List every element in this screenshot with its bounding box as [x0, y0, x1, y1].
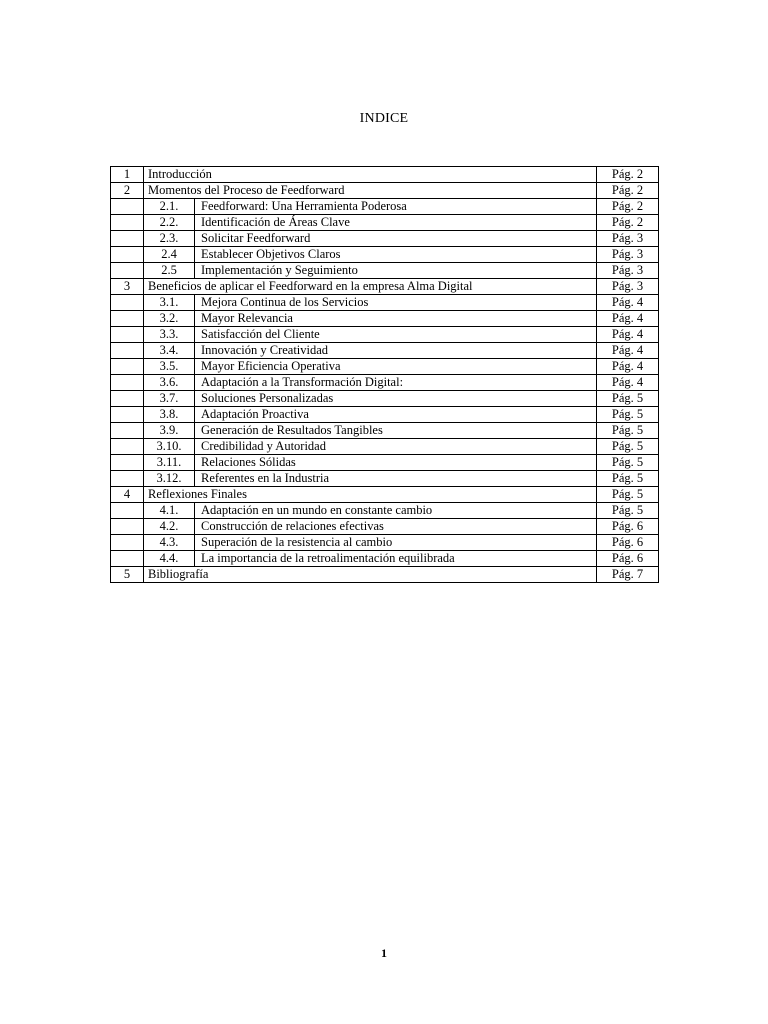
toc-entry-title: Solicitar Feedforward: [201, 231, 311, 245]
toc-entry: [144, 503, 597, 519]
table-of-contents: [110, 166, 659, 583]
toc-subsection-row: [111, 439, 659, 455]
toc-section-number: [111, 311, 144, 327]
toc-section-number: [111, 439, 144, 455]
toc-entry-title: Referentes en la Industria: [201, 471, 330, 485]
toc-subsection-row: [111, 359, 659, 375]
toc-subsection-number: 3.4.: [148, 343, 195, 358]
toc-subsection-row: [111, 231, 659, 247]
toc-section-number: 5: [111, 567, 144, 583]
toc-entry-title: Reflexiones Finales: [148, 487, 247, 501]
toc-subsection-number: 2.1.: [148, 199, 195, 214]
toc-entry: [144, 279, 597, 295]
toc-entry-title: Construcción de relaciones efectivas: [201, 519, 384, 533]
toc-subsection-row: [111, 391, 659, 407]
toc-section-number: [111, 247, 144, 263]
toc-subsection-row: [111, 343, 659, 359]
toc-subsection-number: 3.2.: [148, 311, 195, 326]
toc-subsection-row: [111, 423, 659, 439]
toc-entry-title: Adaptación Proactiva: [201, 407, 309, 421]
toc-entry-title: Feedforward: Una Herramienta Poderosa: [201, 199, 407, 213]
toc-subsection-row: [111, 311, 659, 327]
toc-entry-title: Bibliografía: [148, 567, 209, 581]
toc-entry-title: Introducción: [148, 167, 212, 181]
toc-entry: [144, 567, 597, 583]
toc-page-reference: Pág. 5: [597, 471, 659, 487]
toc-section-row: [111, 167, 659, 183]
toc-entry-title: Soluciones Personalizadas: [201, 391, 334, 405]
toc-entry-title: Adaptación a la Transformación Digital:: [201, 375, 404, 389]
toc-subsection-row: [111, 215, 659, 231]
toc-entry: [144, 167, 597, 183]
toc-section-number: [111, 343, 144, 359]
toc-subsection-number: 3.9.: [148, 423, 195, 438]
toc-entry: [144, 199, 597, 215]
toc-page-reference: Pág. 4: [597, 343, 659, 359]
toc-section-number: [111, 295, 144, 311]
toc-entry-title: Momentos del Proceso de Feedforward: [148, 183, 345, 197]
toc-section-number: [111, 199, 144, 215]
toc-subsection-number: 2.4: [148, 247, 195, 262]
toc-subsection-row: [111, 263, 659, 279]
toc-entry-title: Generación de Resultados Tangibles: [201, 423, 383, 437]
toc-section-number: [111, 263, 144, 279]
toc-section-number: [111, 215, 144, 231]
toc-section-number: 2: [111, 183, 144, 199]
toc-section-number: [111, 423, 144, 439]
toc-entry-title: Innovación y Creatividad: [201, 343, 329, 357]
toc-subsection-number: 4.1.: [148, 503, 195, 518]
toc-section-row: [111, 279, 659, 295]
toc-subsection-number: 2.2.: [148, 215, 195, 230]
toc-page-reference: Pág. 4: [597, 311, 659, 327]
toc-page-reference: Pág. 5: [597, 487, 659, 503]
toc-page-reference: Pág. 2: [597, 215, 659, 231]
toc-section-number: [111, 503, 144, 519]
toc-subsection-number: 3.1.: [148, 295, 195, 310]
toc-section-row: [111, 567, 659, 583]
toc-entry: [144, 391, 597, 407]
toc-subsection-number: 4.4.: [148, 551, 195, 566]
toc-subsection-row: [111, 375, 659, 391]
toc-subsection-number: 3.12.: [148, 471, 195, 486]
toc-entry: [144, 183, 597, 199]
toc-entry: [144, 535, 597, 551]
toc-page-reference: Pág. 5: [597, 423, 659, 439]
toc-entry-title: Adaptación en un mundo en constante cambio: [201, 503, 433, 517]
toc-subsection-row: [111, 295, 659, 311]
toc-page-reference: Pág. 2: [597, 183, 659, 199]
toc-page-reference: Pág. 5: [597, 391, 659, 407]
toc-subsection-number: 2.3.: [148, 231, 195, 246]
toc-entry: [144, 215, 597, 231]
toc-entry: [144, 551, 597, 567]
toc-entry: [144, 407, 597, 423]
toc-subsection-number: 3.10.: [148, 439, 195, 454]
toc-entry-title: Relaciones Sólidas: [201, 455, 296, 469]
toc-section-number: 1: [111, 167, 144, 183]
toc-page-reference: Pág. 6: [597, 519, 659, 535]
toc-entry-title: La importancia de la retroalimentación equilibrada: [201, 551, 455, 565]
toc-subsection-row: [111, 247, 659, 263]
toc-entry: [144, 231, 597, 247]
toc-entry: [144, 311, 597, 327]
toc-entry: [144, 327, 597, 343]
toc-subsection-row: [111, 471, 659, 487]
toc-subsection-number: 4.3.: [148, 535, 195, 550]
toc-page-reference: Pág. 3: [597, 231, 659, 247]
toc-page-reference: Pág. 5: [597, 407, 659, 423]
toc-subsection-row: [111, 199, 659, 215]
toc-page-reference: Pág. 4: [597, 295, 659, 311]
toc-subsection-number: 3.5.: [148, 359, 195, 374]
toc-subsection-row: [111, 327, 659, 343]
toc-entry-title: Beneficios de aplicar el Feedforward en la empresa Alma Digital: [148, 279, 473, 293]
toc-entry: [144, 343, 597, 359]
toc-section-number: [111, 375, 144, 391]
toc-page-reference: Pág. 2: [597, 199, 659, 215]
toc-page-reference: Pág. 2: [597, 167, 659, 183]
toc-entry-title: Mejora Continua de los Servicios: [201, 295, 369, 309]
toc-subsection-number: 3.8.: [148, 407, 195, 422]
toc-subsection-number: 3.11.: [148, 455, 195, 470]
toc-entry: [144, 519, 597, 535]
toc-page-reference: Pág. 5: [597, 503, 659, 519]
toc-section-number: [111, 471, 144, 487]
toc-section-row: [111, 487, 659, 503]
toc-section-number: 4: [111, 487, 144, 503]
toc-page-reference: Pág. 5: [597, 455, 659, 471]
toc-entry: [144, 375, 597, 391]
toc-subsection-number: 3.6.: [148, 375, 195, 390]
toc-body: [111, 167, 659, 583]
toc-section-number: [111, 327, 144, 343]
toc-page-reference: Pág. 3: [597, 247, 659, 263]
toc-subsection-row: [111, 551, 659, 567]
toc-entry-title: Mayor Eficiencia Operativa: [201, 359, 341, 373]
toc-subsection-number: 4.2.: [148, 519, 195, 534]
toc-subsection-number: 3.3.: [148, 327, 195, 342]
toc-section-number: [111, 231, 144, 247]
toc-entry: [144, 359, 597, 375]
toc-section-number: 3: [111, 279, 144, 295]
toc-entry: [144, 471, 597, 487]
toc-entry-title: Establecer Objetivos Claros: [201, 247, 341, 261]
toc-entry: [144, 487, 597, 503]
toc-subsection-number: 3.7.: [148, 391, 195, 406]
toc-section-number: [111, 519, 144, 535]
toc-entry-title: Mayor Relevancia: [201, 311, 293, 325]
toc-entry: [144, 439, 597, 455]
toc-section-number: [111, 391, 144, 407]
toc-subsection-row: [111, 503, 659, 519]
toc-entry-title: Identificación de Áreas Clave: [201, 215, 350, 229]
toc-entry: [144, 263, 597, 279]
toc-entry: [144, 247, 597, 263]
toc-entry: [144, 455, 597, 471]
page-title: INDICE: [359, 111, 409, 126]
toc-entry-title: Superación de la resistencia al cambio: [201, 535, 393, 549]
toc-page-reference: Pág. 4: [597, 327, 659, 343]
toc-section-number: [111, 535, 144, 551]
toc-entry: [144, 423, 597, 439]
toc-entry: [144, 295, 597, 311]
toc-page-reference: Pág. 3: [597, 263, 659, 279]
toc-entry-title: Implementación y Seguimiento: [201, 263, 358, 277]
toc-page-reference: Pág. 7: [597, 567, 659, 583]
toc-page-reference: Pág. 6: [597, 551, 659, 567]
toc-page-reference: Pág. 3: [597, 279, 659, 295]
toc-section-number: [111, 455, 144, 471]
toc-page-reference: Pág. 4: [597, 375, 659, 391]
toc-section-number: [111, 551, 144, 567]
toc-subsection-row: [111, 407, 659, 423]
toc-subsection-number: 2.5: [148, 263, 195, 278]
toc-page-reference: Pág. 5: [597, 439, 659, 455]
toc-subsection-row: [111, 535, 659, 551]
toc-subsection-row: [111, 455, 659, 471]
toc-page-reference: Pág. 4: [597, 359, 659, 375]
toc-page-reference: Pág. 6: [597, 535, 659, 551]
toc-entry-title: Credibilidad y Autoridad: [201, 439, 326, 453]
toc-section-number: [111, 359, 144, 375]
toc-section-number: [111, 407, 144, 423]
footer-page-number: 1: [381, 946, 387, 960]
toc-entry-title: Satisfacción del Cliente: [201, 327, 320, 341]
toc-section-row: [111, 183, 659, 199]
toc-subsection-row: [111, 519, 659, 535]
